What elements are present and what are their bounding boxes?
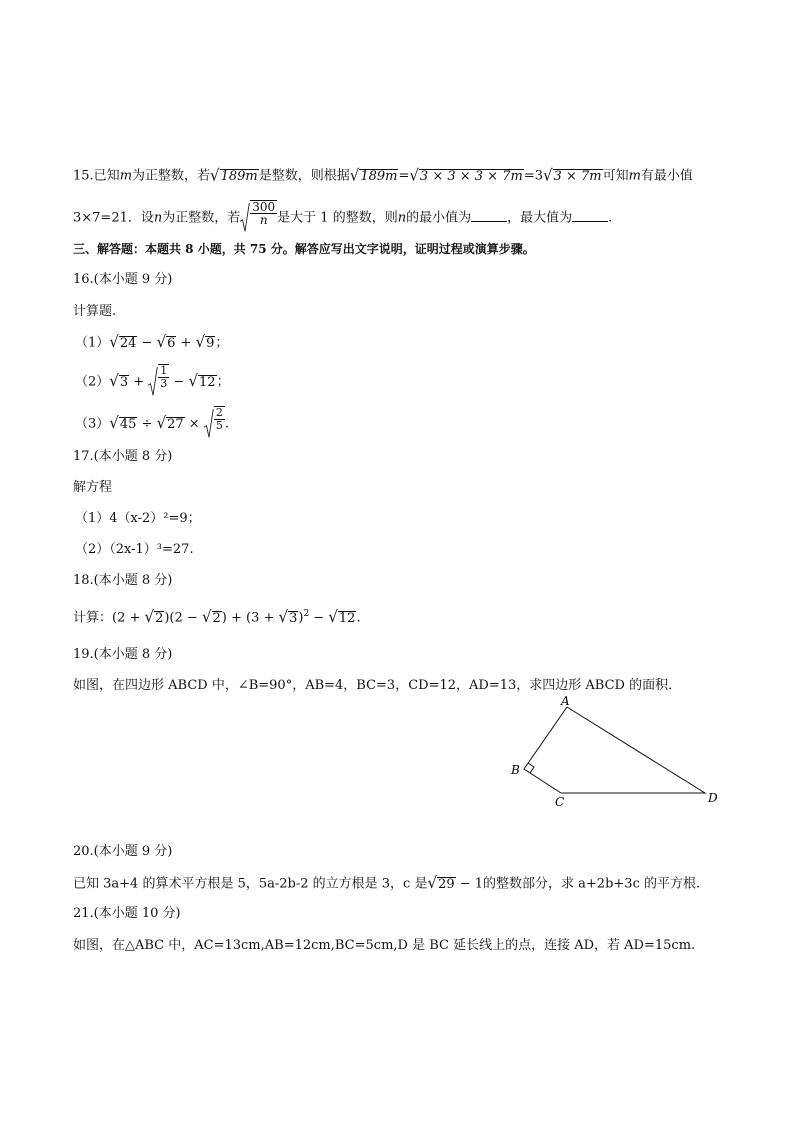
q16-intro: 计算题. [73,304,117,319]
q15-text-c: 是整数，则根据 [258,168,350,184]
q17-part-2: （2）（2x-1）³=27. [75,542,194,557]
q15-text-d: 可知 [602,168,629,184]
answer-blank-min[interactable] [471,209,507,222]
q21-heading: 21.(本小题 10 分) [73,906,181,921]
q16-heading: 16.(本小题 9 分) [73,272,173,287]
equals-3: =3 [523,168,543,184]
q15-line-1 [73,166,693,186]
q15-text-l2c: 是大于 1 的整数，则 [277,210,398,226]
q19-text: 如图，在四边形 ABCD 中，∠B=90°，AB=4，BC=3，CD=12，AD=13，求四边形 ABCD 的面积． [73,678,682,693]
q19-heading: 19.(本小题 8 分) [73,647,173,662]
quadrilateral-figure [500,695,730,810]
q16-part-2: （2）√3 + $\frac{1}{3}$ − √12； [75,364,230,400]
q17-part-1: （1）4（x-2）²=9； [75,511,201,526]
equals: = [398,168,410,184]
q16-part-1: （1）√24 − √6 + √9； [75,332,229,352]
q20-heading: 20.(本小题 9 分) [73,844,173,859]
var-m: m [119,168,133,184]
sqrt-189m-2: √189m [349,165,398,185]
q18-expression: 计算：$(2 + √2)(2 - √2) + (3 + √3)^2 - √12$. [73,607,361,627]
var-m-2: m [628,168,641,184]
q15-line-2 [73,200,612,236]
q15-text-a: 15.已知 [73,168,120,184]
q15-text-l2d: 的最小值为 [406,210,472,226]
label-B: B [511,763,520,777]
q15-text-e: 有最小值 [640,168,693,184]
var-n-2: n [397,210,407,226]
q17-intro: 解方程 [73,480,113,495]
var-n: n [153,210,163,226]
q21-text: 如图，在△ABC 中，AC=13cm,AB=12cm,BC=5cm,D 是 BC 延长线上的点，连接 AD，若 AD=15cm. [73,938,696,953]
sqrt-300-over-n: $\frac{300}{n}$ [240,200,277,236]
sqrt-37m: √3 × 7m [542,165,602,185]
answer-blank-max[interactable] [572,209,608,222]
q15-text-l2a: 3×7=21．设 [73,210,154,226]
label-C: C [555,795,565,809]
q15-text-l2f: . [608,210,613,226]
q18-heading: 18.(本小题 8 分) [73,573,173,588]
q15-text-b: 为正整数，若 [132,168,211,184]
sqrt-189m: √189m [210,165,258,185]
q20-text: 已知 3a+4 的算术平方根是 5，5a-2b-2 的立方根是 3，c 是√29 − 1的整数部分，求 a+2b+3c 的平方根. [73,873,701,893]
section-3-heading: 三、解答题：本题共 8 小题，共 75 分。解答应写出文字说明，证明过程或演算步骤。 [73,242,535,256]
q15-text-l2b: 为正整数，若 [162,210,241,226]
label-A: A [561,695,570,708]
q17-heading: 17.(本小题 8 分) [73,449,173,464]
q16-part-3: （3）√45 ÷ √27 × $\frac{2}{5}$ . [75,406,229,442]
q15-text-l2e: ，最大值为 [507,210,573,226]
label-D: D [708,791,718,805]
sqrt-3337m: √3 × 3 × 3 × 7m [409,165,523,185]
